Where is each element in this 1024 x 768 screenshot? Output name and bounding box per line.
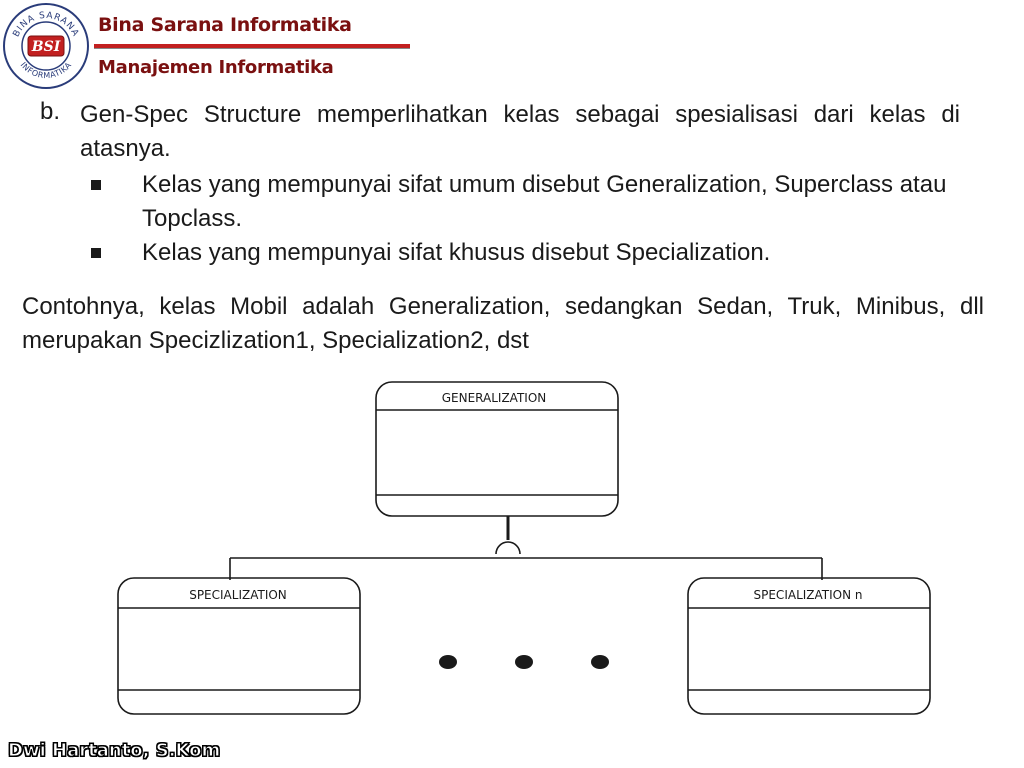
example-paragraph: Contohnya, kelas Mobil adalah Generalization, sedangkan Sedan, Truk, Minibus, dll merupakan Specizlization1, Specialization2, dst [22, 293, 984, 354]
footer-author: Dwi Hartanto, S.Kom [8, 740, 221, 761]
bullet-marker [91, 248, 101, 258]
ellipsis-dot [439, 655, 457, 669]
institution-name: Bina Sarana Informatika [98, 14, 352, 36]
bullet-item-generalization: Kelas yang mempunyai sifat umum disebut Generalization, Superclass atau Topclass. [142, 171, 947, 232]
specialization-right-label: SPECIALIZATION n [753, 588, 863, 602]
bullet-item-specialization: Kelas yang mempunyai sifat khusus disebut Specialization. [142, 239, 771, 266]
bsi-logo [2, 2, 90, 90]
intro-paragraph: Gen-Spec Structure memperlihatkan kelas sebagai spesialisasi dari kelas di atasnya. [80, 101, 960, 162]
ellipsis-dots [439, 655, 609, 669]
ellipsis-dot [515, 655, 533, 669]
ellipsis-dot [591, 655, 609, 669]
gen-spec-diagram [0, 370, 1024, 730]
logo-monogram: BSI [31, 39, 61, 55]
bullet-marker [91, 180, 101, 190]
department-name: Manajemen Informatika [98, 57, 334, 78]
specialization-left-label: SPECIALIZATION [189, 588, 287, 602]
gen-spec-arc [496, 542, 520, 554]
logo-ring-top: BINA SARANA [11, 10, 81, 39]
logo-ring-bottom: INFORMATIKA [18, 60, 74, 81]
header-grey-rule [94, 48, 410, 49]
generalization-label: GENERALIZATION [441, 391, 547, 405]
item-marker: b. [40, 98, 61, 125]
